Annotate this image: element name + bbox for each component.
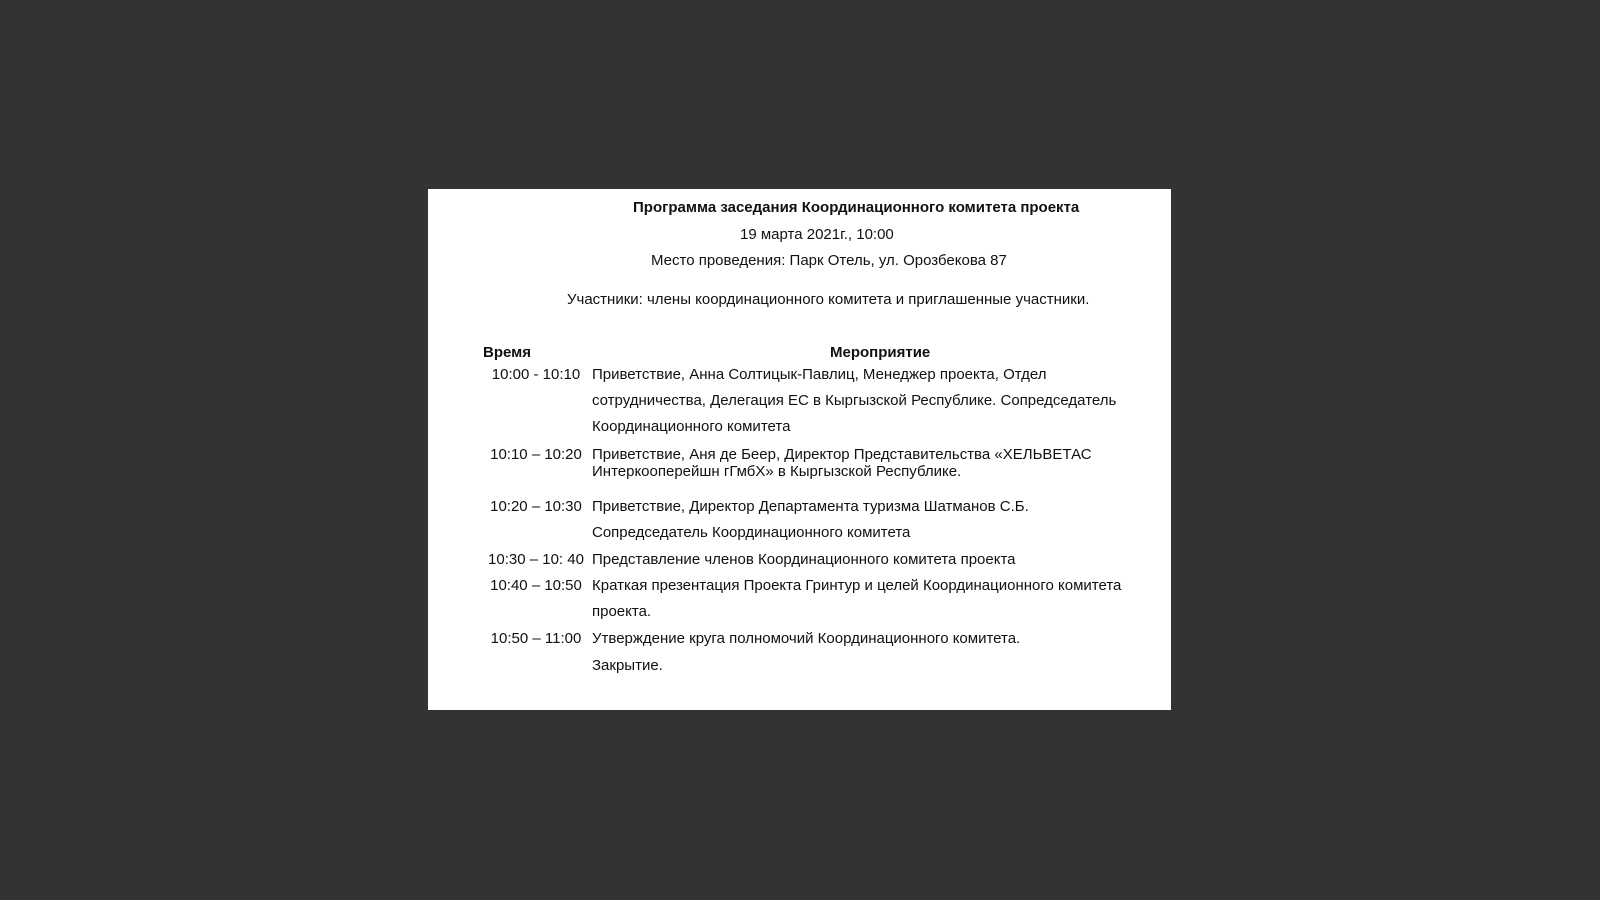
agenda-time: 10:40 – 10:50: [490, 577, 582, 594]
document-title: Программа заседания Координационного комитета проекта: [633, 199, 1080, 216]
column-header-event: Мероприятие: [830, 344, 931, 361]
agenda-time: 10:00 - 10:10: [491, 366, 581, 383]
agenda-event: Представление членов Координационного комитета проекта: [592, 551, 1016, 568]
document-page: [428, 189, 1171, 710]
agenda-event: Закрытие.: [592, 657, 663, 674]
agenda-time: 10:10 – 10:20: [490, 446, 582, 463]
agenda-event: Краткая презентация Проекта Гринтур и целей Координационного комитета проекта.: [592, 577, 1122, 620]
agenda-time: 10:50 – 11:00: [490, 630, 582, 647]
agenda-event: Приветствие, Директор Департамента туризма Шатманов С.Б. Сопредседатель Координационного комитета: [592, 498, 1029, 541]
meeting-participants: Участники: члены координационного комитета и приглашенные участники.: [567, 291, 1090, 308]
agenda-event: Приветствие, Анна Солтицык-Павлиц, Менеджер проекта, Отдел сотрудничества, Делегация ЕС в Кыргызской Республике. Сопредседатель Координационного комитета: [592, 366, 1117, 435]
agenda-event: Приветствие, Аня де Беер, Директор Представительства «ХЕЛЬВЕТАС Интеркооперейшн гГмбХ» в Кыргызской Республике.: [592, 446, 1092, 480]
column-header-time: Время: [483, 344, 531, 361]
meeting-venue: Место проведения: Парк Отель, ул. Орозбекова 87: [651, 252, 1007, 269]
agenda-event: Утверждение круга полномочий Координационного комитета.: [592, 630, 1021, 647]
meeting-date: 19 марта 2021г., 10:00: [740, 226, 894, 243]
agenda-time: 10:30 – 10: 40: [488, 551, 584, 568]
agenda-time: 10:20 – 10:30: [490, 498, 582, 515]
